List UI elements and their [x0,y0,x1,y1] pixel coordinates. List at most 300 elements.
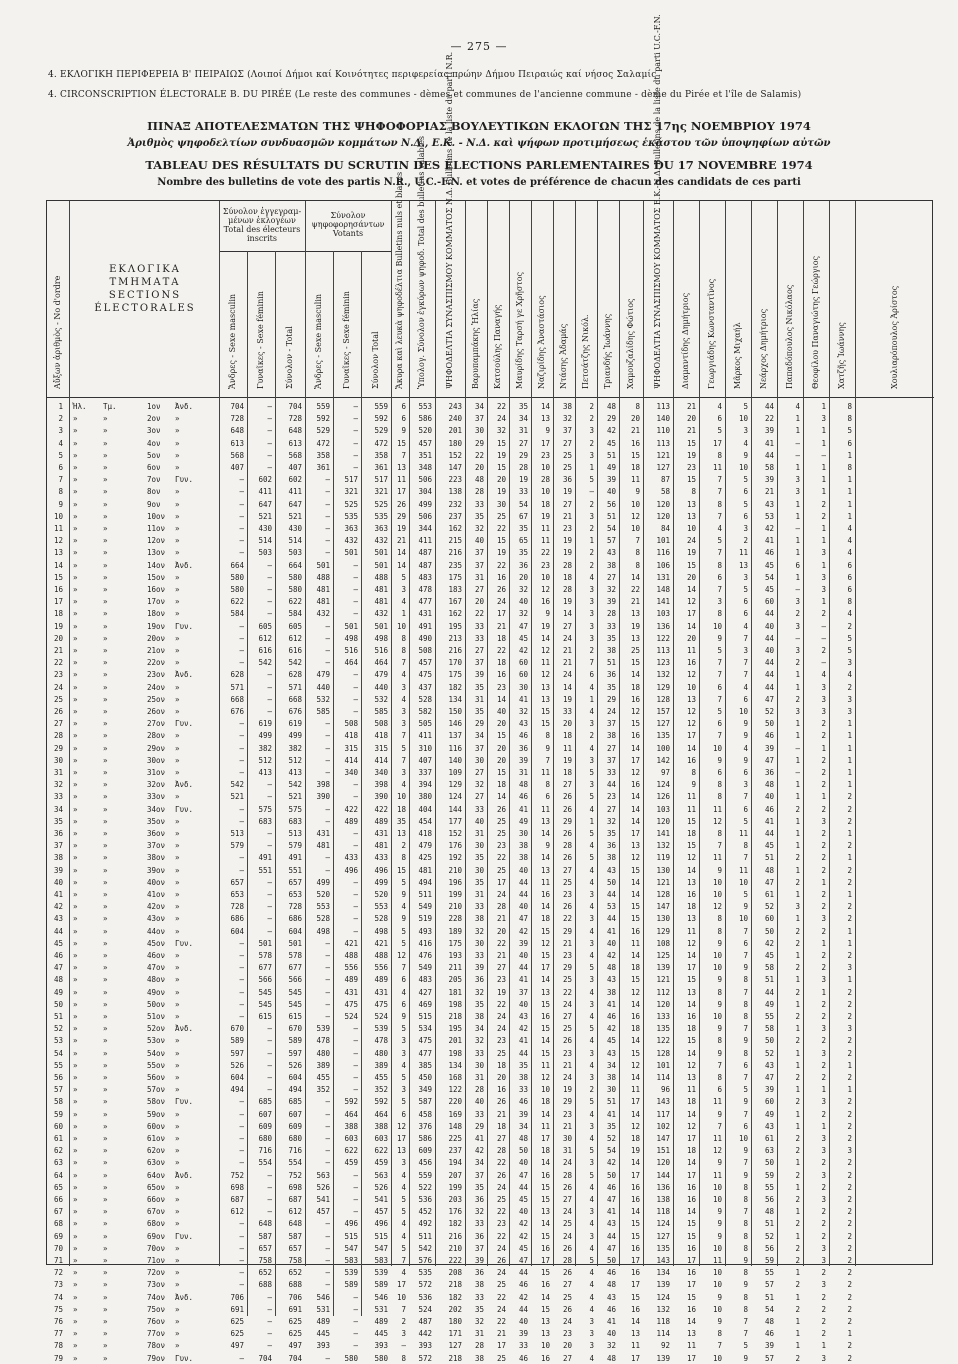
data-cell: 7 [743,658,748,668]
data-cell: 603 [374,1134,388,1143]
data-cell: 8 [847,402,852,411]
data-cell: 758 [288,1256,302,1265]
data-cell: 199 [448,890,462,899]
table-row [47,401,934,412]
column-divider [509,201,510,1266]
data-cell: 43 [606,1292,616,1302]
section-place-abbr: » [103,816,108,826]
data-cell: 686 [230,914,244,924]
data-cell: 31 [474,1073,484,1082]
data-cell: 110 [656,426,670,436]
data-cell: 23 [496,1036,506,1046]
data-cell: 389 [316,1060,330,1070]
section-sex: » [175,755,180,765]
data-cell: 40 [474,536,484,546]
data-cell: 14 [540,975,550,985]
data-cell: 1 [795,1231,800,1241]
section-sex: » [175,902,180,912]
data-cell: 20 [562,1341,572,1351]
data-cell: 501 [288,938,302,948]
data-cell: 413 [288,768,302,777]
data-cell: 22 [496,1207,506,1217]
data-cell: 1 [795,1341,800,1351]
data-cell: 14 [540,853,550,863]
data-cell: 3 [821,548,826,558]
data-cell: 51 [606,1097,616,1107]
data-cell: 4 [589,877,594,887]
section-ordinal: 34ον [147,804,166,814]
data-cell: 2 [847,951,852,960]
section-place: » [73,438,78,448]
data-cell: 194 [448,1158,462,1168]
data-cell: 2 [821,1329,826,1339]
data-cell: 1 [795,792,800,802]
data-cell: 43 [606,975,616,985]
data-cell: 2 [847,1353,852,1363]
data-cell: 13 [540,694,550,704]
data-cell: 162 [448,524,462,533]
data-cell: 42 [518,926,528,936]
data-cell: 1 [821,1121,826,1131]
data-cell: 30 [474,755,484,765]
data-cell: 622 [288,597,302,607]
row-number: 65 [53,1182,63,1192]
data-cell: 5 [717,536,722,546]
data-cell: 542 [418,1243,432,1253]
data-cell: 148 [448,1121,462,1131]
section-sex: Γυν. [175,621,194,631]
data-cell: 7 [401,1304,406,1314]
data-cell: 1 [795,999,800,1009]
section-ordinal: 64ον [147,1170,166,1180]
data-cell: 112 [656,987,670,997]
data-cell: 612 [230,1207,244,1217]
data-cell: 22 [496,1292,506,1302]
section-sex: » [175,487,180,497]
data-cell: 17 [540,1256,550,1265]
row-number: 64 [53,1170,63,1180]
section-place: » [73,1256,78,1265]
data-cell: 18 [630,1134,640,1143]
data-cell: 34 [474,1024,484,1034]
data-cell: 16 [540,597,550,607]
data-cell: 47 [518,621,528,631]
data-cell: 489 [374,1317,388,1326]
data-cell: 54 [764,572,774,582]
row-number: 60 [53,1121,63,1131]
data-cell: 6 [401,414,406,424]
data-cell: 501 [316,560,330,570]
data-cell: 9 [743,1353,748,1363]
data-cell: 57 [606,536,616,546]
data-cell: 2 [821,1158,826,1168]
data-cell: 413 [258,768,272,777]
data-cell: 175 [448,572,462,582]
data-cell: 554 [258,1158,272,1168]
data-cell: 36 [518,560,528,570]
table-row [47,1292,934,1303]
section-place: » [73,1109,78,1119]
data-cell: 728 [230,902,244,912]
section-sex: » [175,1048,180,1058]
data-cell: 2 [795,1256,800,1265]
section-place-abbr: » [103,536,108,546]
data-cell: 120 [656,999,670,1009]
data-cell: — [325,999,330,1009]
data-cell: 34 [518,414,528,424]
data-cell: 578 [288,951,302,960]
data-cell: 15 [540,719,550,729]
data-cell: 216 [448,646,462,655]
data-cell: 2 [821,1304,826,1314]
data-cell: 487 [418,548,432,558]
table-row [47,1072,934,1083]
data-cell: — [239,1231,244,1241]
data-cell: 3 [847,963,852,973]
data-cell: 8 [717,1329,722,1339]
data-cell: 44 [518,1268,528,1278]
data-cell: 575 [288,804,302,814]
data-cell: 11 [686,792,696,802]
data-cell: 10 [396,792,406,802]
data-cell: 12 [686,938,696,948]
data-cell: 45 [518,1195,528,1204]
data-cell: 14 [540,902,550,912]
data-cell: 41 [518,694,528,704]
section-ordinal: 75ον [147,1304,166,1314]
data-cell: 41 [606,926,616,936]
data-cell: 4 [589,1195,594,1204]
section-place-abbr: » [103,1317,108,1326]
data-cell: 25 [562,1292,572,1302]
data-cell: 3 [821,1048,826,1058]
data-cell: 496 [374,865,388,875]
data-cell: 16 [496,670,506,680]
data-cell: 27 [474,792,484,802]
section-place-abbr: » [103,890,108,899]
section-place-abbr: » [103,438,108,448]
data-cell: 3 [821,1353,826,1363]
data-cell: 11 [712,1134,722,1143]
row-number: 10 [53,511,63,521]
data-cell: 2 [795,1146,800,1156]
section-ordinal: 11ον [147,524,166,533]
data-cell: — [267,450,272,460]
data-cell: 5 [589,475,594,485]
section-sex: » [175,1121,180,1131]
data-cell: 17 [686,731,696,741]
section-ordinal: 47ον [147,963,166,973]
section-place: » [73,999,78,1009]
data-cell: 37 [474,560,484,570]
table-row [47,1340,934,1351]
data-cell: 8 [691,768,696,777]
data-cell: 17 [396,1280,406,1290]
table-row [47,560,934,571]
data-cell: 26 [562,792,572,802]
data-cell: 5 [589,853,594,863]
data-cell: — [267,1085,272,1095]
data-cell: 603 [344,1134,358,1143]
data-cell: 16 [540,1280,550,1290]
data-cell: 126 [656,792,670,802]
data-cell: 513 [288,829,302,838]
data-cell: 584 [288,609,302,619]
data-cell: 3 [847,707,852,716]
data-cell: 101 [656,536,670,546]
section-sex: » [175,463,180,472]
data-cell: 418 [374,731,388,741]
section-ordinal: 73ον [147,1280,166,1290]
data-cell: — [353,450,358,460]
data-cell: 5 [743,475,748,485]
data-cell: 8 [743,1268,748,1278]
data-cell: — [325,487,330,497]
data-cell: 2 [795,853,800,863]
data-cell: 36 [606,841,616,851]
data-cell: — [353,780,358,790]
row-number: 78 [53,1341,63,1351]
data-cell: 52 [764,707,774,716]
data-cell: 28 [474,1085,484,1095]
data-cell: 151 [656,1146,670,1156]
data-cell: 84 [660,524,670,533]
section-place: » [73,1353,78,1363]
data-cell: 657 [288,877,302,887]
section-sex: » [175,597,180,607]
data-cell: 201 [448,426,462,436]
data-cell: 5 [743,585,748,594]
section-sex: » [175,1060,180,1070]
row-number: 62 [53,1146,63,1156]
data-cell: — [239,987,244,997]
section-sex: » [175,853,180,863]
data-cell: 1 [795,914,800,924]
section-place: » [73,731,78,741]
column-divider [219,201,220,1266]
data-cell: 515 [344,1231,358,1241]
section-place: » [73,841,78,851]
data-cell: 16 [686,1012,696,1021]
column-divider [275,251,276,1316]
data-cell: 6 [717,768,722,777]
data-cell: 499 [288,731,302,741]
data-cell: 455 [374,1073,388,1082]
data-cell: 49 [764,1109,774,1119]
data-cell: 480 [316,1048,330,1058]
data-cell: 113 [656,438,670,448]
data-cell: 30 [518,682,528,692]
data-cell: 517 [374,475,388,485]
section-place-abbr: Τμ. [103,402,117,411]
data-cell: 87 [660,475,670,485]
data-cell: — [239,1109,244,1119]
data-cell: 26 [496,1170,506,1180]
table-row [47,1084,934,1095]
data-cell: 146 [448,719,462,729]
data-cell: 2 [847,621,852,631]
data-cell: 11 [540,804,550,814]
data-cell: 58 [764,963,774,973]
data-cell: 704 [288,402,302,411]
column-header: Πετσάτζης Νικόλ. [581,314,590,389]
data-cell: 36 [474,975,484,985]
data-cell: 15 [686,975,696,985]
data-cell: — [267,926,272,936]
data-cell: 128 [656,694,670,704]
data-cell: 123 [656,658,670,668]
data-cell: 2 [795,1170,800,1180]
data-cell: 7 [717,475,722,485]
table-subtitle-french: Nombre des bulletins de vote des partis N.R., U.C.-F.N. et votes de préférence de chacun des candidats de ces parti [157,177,801,188]
data-cell: 2 [847,1109,852,1119]
data-cell: 47 [518,1170,528,1180]
data-cell: 12 [630,987,640,997]
data-cell: 541 [316,1195,330,1204]
data-cell: 32 [518,585,528,594]
data-cell: 1 [795,1207,800,1217]
data-cell: 528 [418,694,432,704]
data-cell: 134 [656,1268,670,1278]
data-cell: 19 [396,524,406,533]
data-cell: 4 [589,1292,594,1302]
data-cell: 616 [288,646,302,655]
section-place: » [73,1207,78,1217]
data-cell: 37 [606,755,616,765]
data-cell: 5 [589,1146,594,1156]
data-cell: 489 [316,1317,330,1326]
table-row [47,462,934,473]
data-cell: 488 [374,951,388,960]
section-place-abbr: » [103,609,108,619]
data-cell: 2 [821,865,826,875]
data-cell: 2 [821,768,826,777]
section-place: » [73,1268,78,1278]
data-cell: 10 [712,621,722,631]
data-cell: 1 [847,743,852,753]
data-cell: 27 [606,804,616,814]
data-cell: 1 [821,987,826,997]
data-cell: 546 [374,1292,388,1302]
section-sex: » [175,890,180,899]
data-cell: 12 [630,1121,640,1131]
section-place: » [73,463,78,472]
data-cell: 501 [344,548,358,558]
data-cell: 24 [562,1158,572,1168]
data-cell: 8 [717,1073,722,1082]
data-cell: 4 [589,1182,594,1192]
row-number: 31 [53,768,63,777]
data-cell: 3 [589,426,594,436]
data-cell: 28 [562,1170,572,1180]
data-cell: — [353,609,358,619]
data-cell: 50 [764,926,774,936]
data-cell: — [353,926,358,936]
data-cell: 127 [656,463,670,472]
data-cell: 6 [743,694,748,704]
data-cell: 583 [344,1256,358,1265]
column-divider [643,201,644,1266]
data-cell: — [353,1317,358,1326]
data-cell: 2 [847,682,852,692]
data-cell: 148 [656,585,670,594]
data-cell: 19 [496,548,506,558]
section-sex: » [175,1134,180,1143]
column-divider [699,201,700,1266]
data-cell: 664 [230,560,244,570]
data-cell: 3 [401,1329,406,1339]
data-cell: 522 [418,1182,432,1192]
data-cell: 18 [496,1121,506,1131]
data-cell: 542 [288,658,302,668]
data-cell: 8 [743,1243,748,1253]
data-cell: 5 [589,1024,594,1034]
data-cell: 39 [764,743,774,753]
data-cell: — [325,1109,330,1119]
data-cell: 46 [606,1182,616,1192]
data-cell: 33 [518,1085,528,1095]
data-cell: 39 [474,963,484,973]
data-cell: 17 [686,1280,696,1290]
section-ordinal: 57ον [147,1085,166,1095]
table-row [47,865,934,876]
row-number: 49 [53,987,63,997]
data-cell: 8 [743,1195,748,1204]
data-cell: 589 [374,1280,388,1290]
data-cell: 2 [847,816,852,826]
data-cell: 48 [606,402,616,411]
data-cell: 13 [686,511,696,521]
data-cell: 2 [847,1256,852,1265]
data-cell: 501 [258,938,272,948]
data-cell: 578 [258,951,272,960]
data-cell: 45 [764,560,774,570]
data-cell: 193 [448,951,462,960]
data-cell: 4 [589,1353,594,1363]
data-cell: 2 [795,1195,800,1204]
data-cell: 547 [344,1243,358,1253]
data-cell: 24 [686,536,696,546]
data-cell: 8 [743,1304,748,1314]
data-cell: 150 [448,707,462,716]
column-header: Θεοφίλου Παναγιώτης Γεώργιος [811,255,820,389]
data-cell: 589 [288,1036,302,1046]
section-place-abbr: » [103,1219,108,1229]
section-sex: » [175,426,180,436]
data-cell: 496 [344,865,358,875]
section-ordinal: 70ον [147,1243,166,1253]
data-cell: 16 [630,1304,640,1314]
data-cell: — [267,1048,272,1058]
column-header: Παπαδόπουλος Νικόλαος [785,284,794,389]
data-cell: 589 [230,1036,244,1046]
data-cell: 14 [540,1292,550,1302]
data-cell: 195 [448,621,462,631]
data-cell: 143 [656,1256,670,1265]
data-cell: 8 [743,999,748,1009]
data-cell: 422 [344,804,358,814]
data-cell: 583 [374,1256,388,1265]
data-cell: 27 [562,865,572,875]
data-cell: 3 [821,914,826,924]
data-cell: 2 [847,1048,852,1058]
row-number: 36 [53,829,63,838]
data-cell: 17 [540,438,550,448]
data-cell: 8 [743,1012,748,1021]
data-cell: — [267,560,272,570]
data-cell: — [239,963,244,973]
data-cell: 3 [847,1146,852,1156]
